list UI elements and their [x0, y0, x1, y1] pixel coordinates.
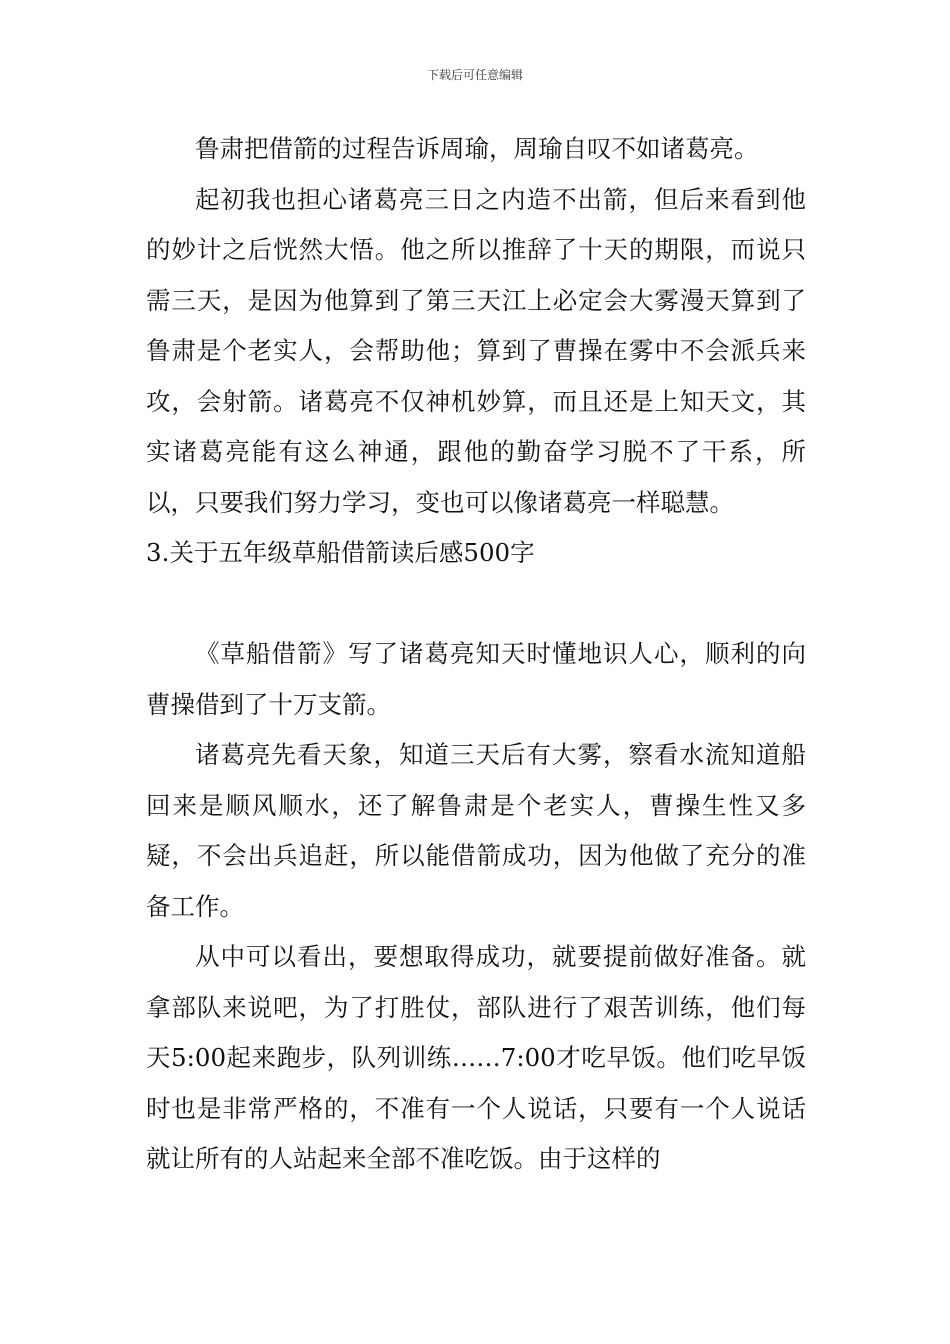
section-heading: 3.关于五年级草船借箭读后感500字	[146, 538, 535, 567]
paragraph-3: 《草船借箭》写了诸葛亮知天时懂地识人心，顺利的向曹操借到了十万支箭。	[146, 639, 806, 719]
page-header-note: 下载后可任意编辑	[426, 68, 523, 82]
paragraph-5: 从中可以看出，要想取得成功，就要提前做好准备。就拿部队来说吧，为了打胜仗，部队进行了艰苦训练，他们每天5:00起来跑步，队列训练……7:00才吃早饭。他们吃早饭时也是非常严格的，不准有一个人说话，只要有一个人说话就让所有的人站起来全部不准吃饭。由于这样的	[146, 942, 806, 1173]
blank-line	[146, 579, 806, 630]
paragraph-1: 鲁肃把借箭的过程告诉周瑜，周瑜自叹不如诸葛亮。	[195, 134, 759, 163]
paragraph-2: 起初我也担心诸葛亮三日之内造不出箭，但后来看到他的妙计之后恍然大悟。他之所以推辞了十天的期限，而说只需三天，是因为他算到了第三天江上必定会大雾漫天算到了鲁肃是个老实人，会帮助他；算到了曹操在雾中不会派兵来攻，会射箭。诸葛亮不仅神机妙算，而且还是上知天文，其实诸葛亮能有这么神通，跟他的勤奋学习脱不了干系，所以，只要我们努力学习，变也可以像诸葛亮一样聪慧。	[146, 184, 806, 517]
document-body	[146, 124, 806, 1185]
paragraph-4: 诸葛亮先看天象，知道三天后有大雾，察看水流知道船回来是顺风顺水，还了解鲁肃是个老实人，曹操生性又多疑，不会出兵追赶，所以能借箭成功，因为他做了充分的准备工作。	[146, 740, 806, 921]
